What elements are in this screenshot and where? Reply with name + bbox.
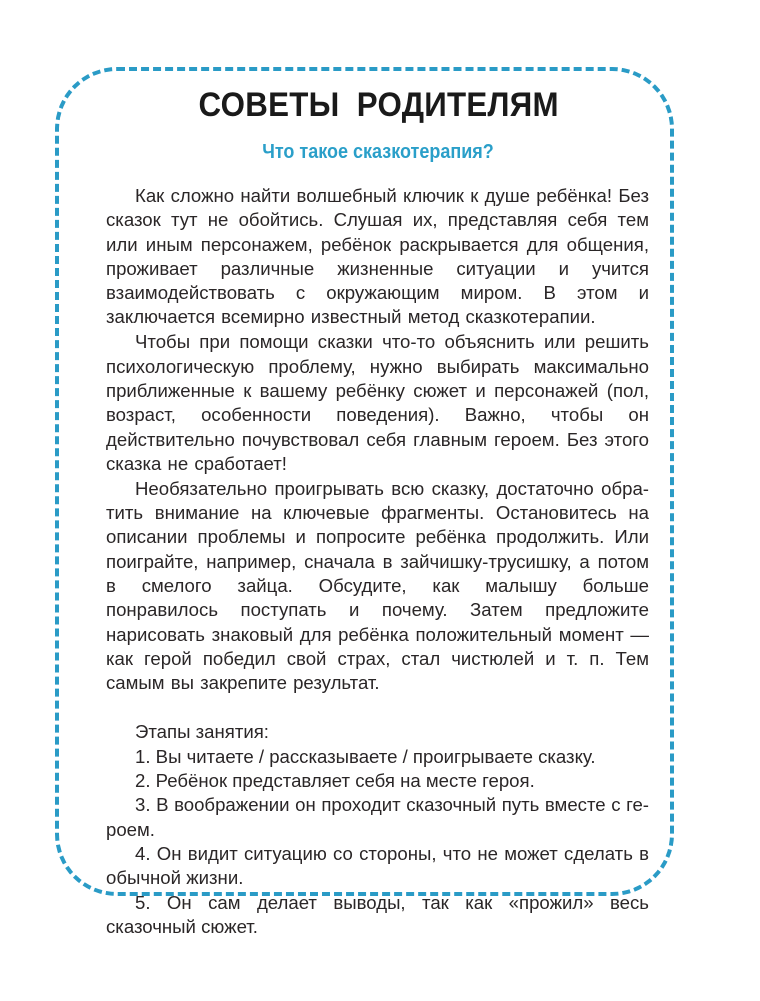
stage-item-5: 5. Он сам делает выводы, так как «прожил» весь сказочный сюжет. <box>106 891 649 937</box>
stage-item-2: 2. Ребёнок представляет себя на месте героя. <box>135 770 535 792</box>
stages-heading: Этапы занятия: <box>135 721 269 743</box>
stage-item-1: 1. Вы читаете / рассказываете / проигрываете сказку. <box>135 745 596 767</box>
stages-list <box>106 720 649 939</box>
paragraph-intro: Как сложно найти волшебный ключик к душе ребёнка! Без сказок тут не обойтись. Слушая их, представляя себя тем или иным персонажем, ребёнок раскрывается для общения, проживает различные жизненные ситуации и учится взаимодействовать с окружающим миром. В этом и заключается всемирно известный метод сказкотерапии. <box>106 185 649 328</box>
page-title: СОВЕТЫ РОДИТЕЛЯМ <box>198 86 559 124</box>
paragraph-method: Чтобы при помощи сказки что-то объяснить или решить психологическую проблему, нужно выбирать максимально приближенные к вашему ребёнку сюжет и персонажей (пол, возраст, особенности поведения). Важно, чтобы он действительно почувствовал себя главным героем. Без этого сказка не сработает! <box>106 331 649 474</box>
stage-item-3: 3. В воображении он проходит сказочный путь вместе с героем. <box>106 794 649 840</box>
section-subtitle: Что такое сказкотерапия? <box>262 141 494 163</box>
article-body <box>106 184 649 939</box>
stage-item-4: 4. Он видит ситуацию со стороны, что не может сделать в обычной жизни. <box>106 842 649 889</box>
paragraph-practice: Необязательно проигрывать всю сказку, достаточно обратить внимание на ключевые фрагменты. Остановитесь на описании проблемы и попросите ребёнка продолжить. Или поиграйте, например, сначала в зайчишку-трусишку, а потом в смелого зайца. Обсудите, как малышу больше понравилось поступать и почему. Затем предложите нарисовать знаковый для ребёнка положительный момент — как герой победил свой страх, стал чистюлей и т. п. Тем самым вы закрепите результат. <box>106 477 649 694</box>
